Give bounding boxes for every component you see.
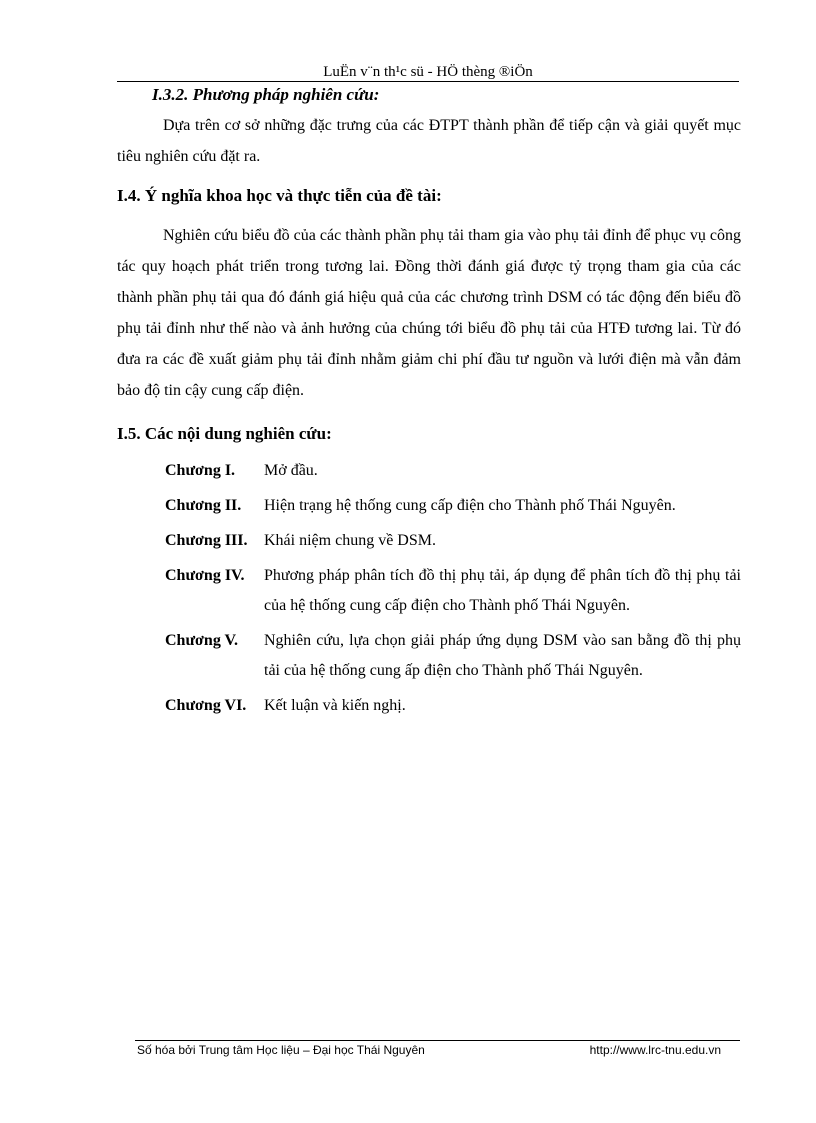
chapter-item [117, 561, 741, 621]
chapter-label: Chương II. [165, 497, 242, 514]
footer-url[interactable]: http://www.lrc-tnu.edu.vn [589, 1043, 721, 1057]
chapter-item [117, 456, 741, 486]
chapter-list [117, 456, 741, 721]
chapter-title: Hiện trạng hệ thống cung cấp điện cho Thành phố Thái Nguyên. [264, 497, 676, 514]
section-heading-1-3-2: I.3.2. Phương pháp nghiên cứu: [152, 85, 380, 104]
chapter-title: Khái niệm chung về DSM. [264, 532, 436, 549]
footer-rule [135, 1040, 740, 1041]
chapter-title: Phương pháp phân tích đồ thị phụ tải, áp dụng để phân tích đồ thị phụ tải của hệ thống cung cấp điện cho Thành phố Thái Nguyên. [264, 567, 741, 614]
section-paragraph-1-4: Nghiên cứu biểu đồ của các thành phần phụ tải tham gia vào phụ tải đỉnh để phục vụ công tác quy hoạch phát triển trong tương lai. Đồng thời đánh giá được tỷ trọng tham gia của các thành phần phụ tải qua đó đánh giá hiệu quả của các chương trình DSM có tác động đến biểu đồ phụ tải đỉnh như thế nào và ảnh hưởng của chúng tới biểu đồ phụ tải của HTĐ tương lai. Từ đó đưa ra các đề xuất giảm phụ tải đỉnh nhằm giảm chi phí đầu tư nguồn và lưới điện mà vẫn đảm bảo độ tin cậy cung cấp điện. [117, 227, 741, 399]
chapter-title: Mở đầu. [264, 462, 318, 479]
chapter-item [117, 526, 741, 556]
chapter-label: Chương IV. [165, 567, 245, 584]
section-paragraph-1-3-2: Dựa trên cơ sở những đặc trưng của các ĐTPT thành phần để tiếp cận và giải quyết mục tiêu nghiên cứu đặt ra. [117, 117, 741, 165]
section-heading-1-4: I.4. Ý nghĩa khoa học và thực tiễn của đề tài: [117, 186, 442, 205]
page-footer [137, 1042, 721, 1058]
chapter-title: Kết luận và kiến nghị. [264, 697, 406, 714]
chapter-label: Chương I. [165, 462, 236, 479]
chapter-item [117, 491, 741, 521]
section-heading-1-5: I.5. Các nội dung nghiên cứu: [117, 424, 332, 443]
chapter-item [117, 691, 741, 721]
chapter-item [117, 626, 741, 686]
chapter-title: Nghiên cứu, lựa chọn giải pháp ứng dụng DSM vào san bằng đồ thị phụ tải của hệ thống cung ấp điện cho Thành phố Thái Nguyên. [264, 632, 741, 679]
chapter-label: Chương V. [165, 632, 239, 649]
running-header: LuËn v¨n th¹c sü - HÖ thèng ®iÖn [323, 64, 533, 80]
page-content [117, 80, 741, 726]
chapter-label: Chương VI. [165, 697, 247, 714]
footer-source-text: Số hóa bởi Trung tâm Học liệu – Đại học Thái Nguyên [137, 1043, 425, 1057]
chapter-label: Chương III. [165, 532, 248, 549]
